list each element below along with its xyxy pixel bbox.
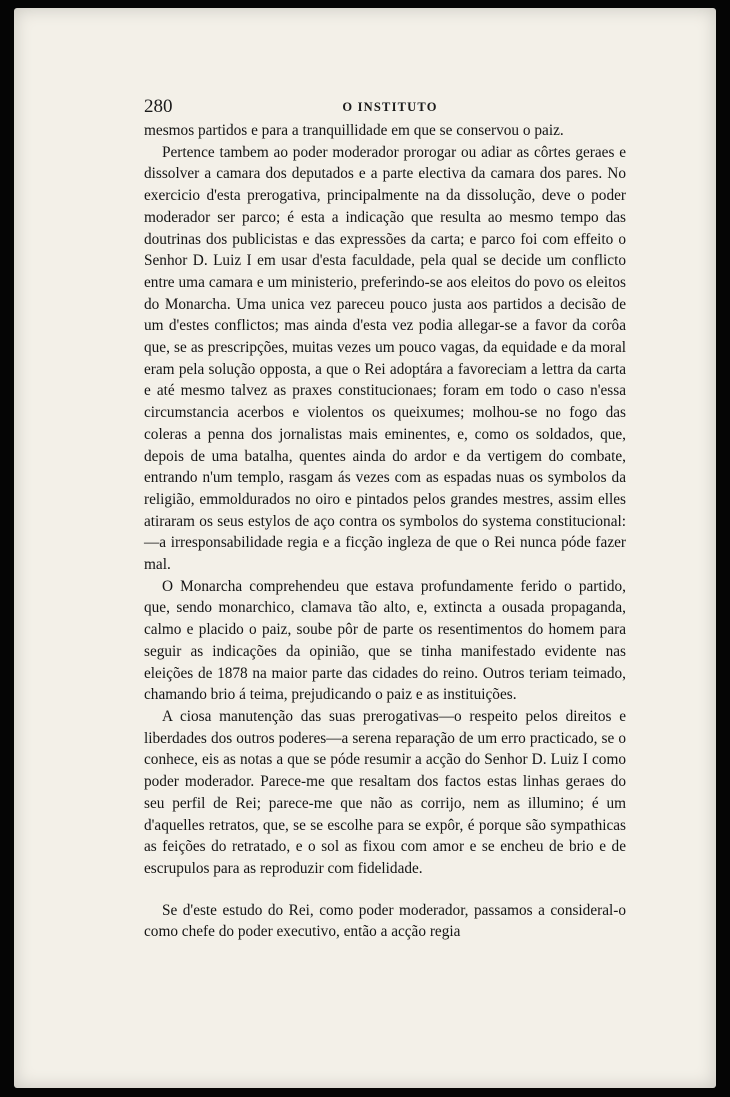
paragraph-1: mesmos partidos e para a tranquillidade em que se conservou o paiz. bbox=[144, 122, 564, 139]
body-text bbox=[144, 120, 626, 943]
page-header bbox=[144, 96, 636, 120]
paragraph-2: Pertence tambem ao poder moderador prorogar ou adiar as côrtes geraes e dissolver a camara dos deputados e a parte electiva da camara dos pares. No exercicio d'esta prerogativa, principalmente na da dissolução, deve o poder moderador ser parco; é esta a indicação que resulta ao mesmo tempo das doutrinas dos publicistas e das expressões da carta; e parco foi com effeito o Senhor D. Luiz I em usar d'esta faculdade, pela qual se decide um conflicto entre uma camara e um ministerio, preferindo-se aos eleitos do povo os eleitos do Monarcha. Uma unica vez pareceu pouco justa aos partidos a decisão de um d'estes conflictos; mas ainda d'esta vez podia allegar-se a favor da corôa que, se as prescripções, muitas vezes um pouco vagas, da equidade e da moral eram pela solução opposta, a que o Rei adoptára a favoreciam a lettra da carta e até mesmo talvez as praxes constitucionaes; foram em todo o caso n'essa circumstancia acerbos e violentos os queixumes; molhou-se no fogo das coleras a penna dos jornalistas mais eminentes, e, como os soldados, que, depois de uma batalha, quentes ainda do ardor e da vertigem do combate, entrando n'um templo, rasgam ás vezes com as espadas nuas os symbolos da religião, emmoldurados no oiro e pintados pelos grandes mestres, assim elles atiraram os seus estylos de aço contra os symbolos do systema constitucional:—a irresponsabilidade regia e a ficção ingleza de que o Rei nunca póde fazer mal. bbox=[144, 143, 626, 574]
paragraph-3: O Monarcha comprehendeu que estava profundamente ferido o partido, que, sendo monarchico, clamava tão alto, e, extincta a ousada propaganda, calmo e placido o paiz, soube pôr de parte os resentimentos do homem para seguir as indicações da opinião, que se tinha manifestado evidente nas eleições de 1878 na maior parte das cidades do reino. Outros teriam teimado, chamando brio á teima, prejudicando o paiz e as instituições. bbox=[144, 577, 626, 704]
paragraph-4: A ciosa manutenção das suas prerogativas—o respeito pelos direitos e liberdades dos outros poderes—a serena reparação de um erro practicado, se o conhece, eis as notas a que se póde resumir a acção do Senhor D. Luiz I como poder moderador. Parece-me que resaltam dos factos estas linhas geraes do seu perfil de Rei; parece-me que não as corrijo, nem as illumino; é um d'aquelles retratos, que, se se escolhe para se expôr, é porque são sympathicas as feições do retratado, e o sol as fixou com amor e se encheu de brio e de escrupulos para as reproduzir com fidelidade. bbox=[144, 707, 626, 877]
running-title: O INSTITUTO bbox=[342, 100, 438, 114]
page-number: 280 bbox=[144, 96, 173, 117]
paragraph-5: Se d'este estudo do Rei, como poder moderador, passamos a consideral-o como chefe do poder executivo, então a acção regia bbox=[144, 901, 626, 941]
